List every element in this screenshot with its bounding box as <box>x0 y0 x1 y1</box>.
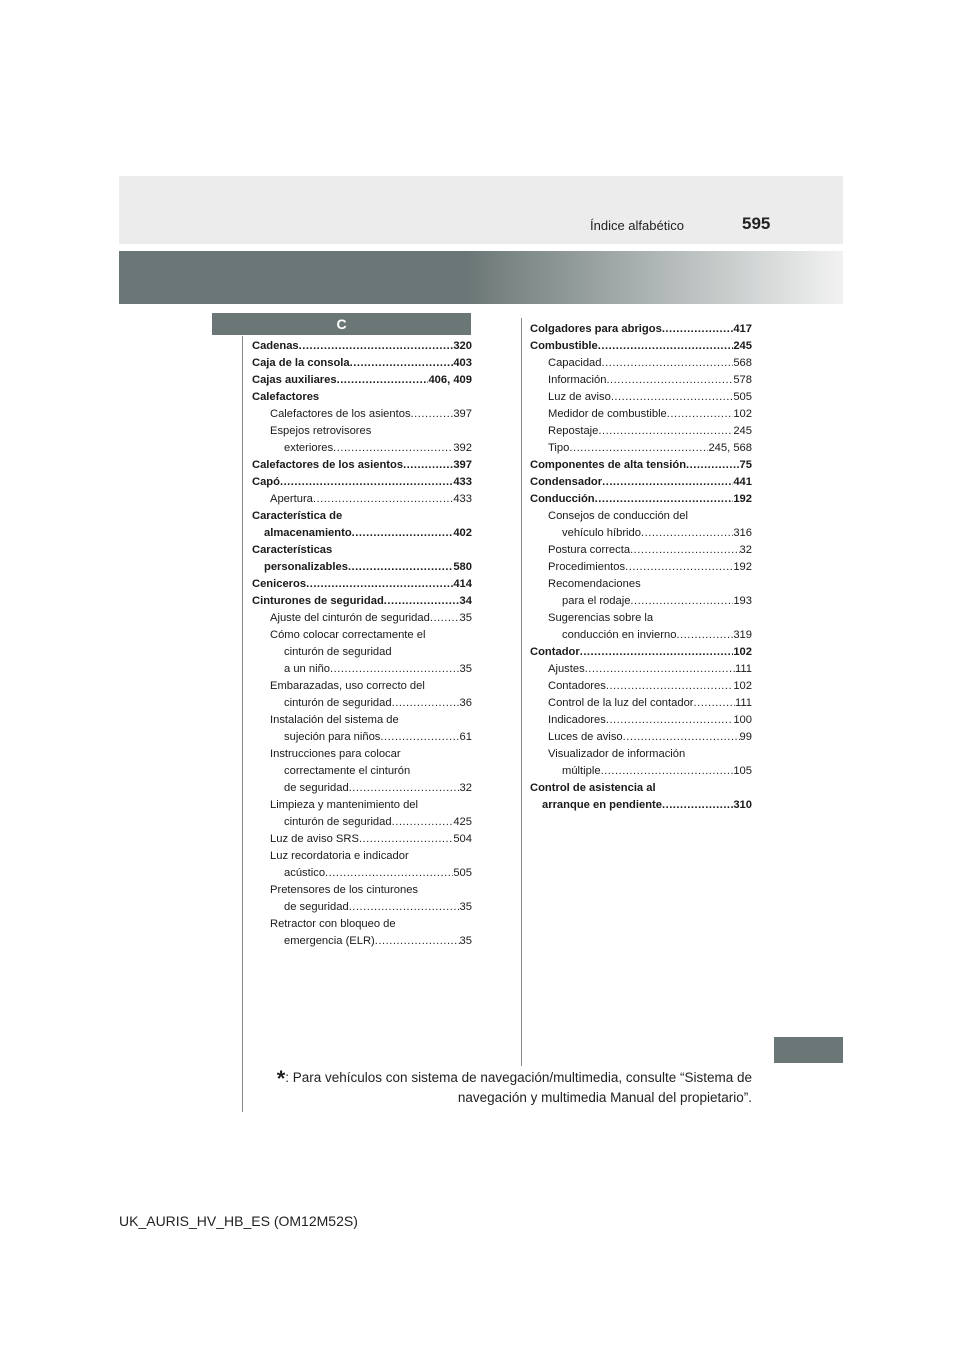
leader-dots <box>403 457 453 474</box>
chapter-side-tab <box>774 1037 843 1063</box>
leader-dots <box>602 474 733 491</box>
index-entry-label: Característica de <box>252 510 343 522</box>
index-entry <box>252 406 472 423</box>
leader-dots <box>625 559 733 576</box>
index-entry-label: Calefactores de los asientos <box>252 459 404 471</box>
leader-dots <box>330 661 460 678</box>
index-entry-label: de seguridad <box>284 782 349 794</box>
index-entry <box>530 610 752 627</box>
index-entry-label: Postura correcta <box>548 544 631 556</box>
index-entry-label: Pretensores de los cinturones <box>270 884 419 896</box>
index-entry-label: Limpieza y mantenimiento del <box>270 799 418 811</box>
leader-dots <box>411 406 454 423</box>
leader-dots <box>676 627 733 644</box>
index-entry-label: emergencia (ELR) <box>284 935 375 947</box>
index-entry-label: Sugerencias sobre la <box>548 612 654 624</box>
index-entry-label: Retractor con bloqueo de <box>270 918 396 930</box>
index-entry <box>252 780 472 797</box>
index-entry <box>530 593 752 610</box>
leader-dots <box>606 678 733 695</box>
index-entry-page: 392 <box>453 442 472 454</box>
index-entry <box>252 848 472 865</box>
index-entry <box>530 712 752 729</box>
leader-dots <box>641 525 733 542</box>
index-entry <box>530 746 752 763</box>
index-entry-page: 568 <box>733 357 752 369</box>
index-entry <box>252 627 472 644</box>
index-entry-label: para el rodaje <box>562 595 631 607</box>
index-entry <box>252 372 472 389</box>
index-entry-label: Información <box>548 374 607 386</box>
index-entry-label: Visualizador de información <box>548 748 686 760</box>
index-entry <box>252 644 472 661</box>
footnote-text: : Para vehículos con sistema de navegación/multimedia, consulte “Sistema de navegación y multimedia Manual del propietario”. <box>285 1070 752 1105</box>
index-entry <box>530 780 752 797</box>
leader-dots <box>325 865 453 882</box>
index-entry-label: Contador <box>530 646 580 658</box>
index-entry-page: 316 <box>733 527 752 539</box>
index-entry-label: Conducción <box>530 493 595 505</box>
leader-dots <box>611 389 734 406</box>
index-entry <box>252 440 472 457</box>
index-entry <box>530 457 752 474</box>
index-entry <box>252 814 472 831</box>
index-entry-label: Control de asistencia al <box>530 782 656 794</box>
index-entry-label: Recomendaciones <box>548 578 641 590</box>
index-entry-label: Consejos de conducción del <box>548 510 688 522</box>
leader-dots <box>602 355 734 372</box>
index-entry-label: Tipo <box>548 442 570 454</box>
index-entry-page: 111 <box>734 663 752 675</box>
index-entry-label: Calefactores <box>252 391 320 403</box>
leader-dots <box>686 457 740 474</box>
index-entry <box>252 593 472 610</box>
index-entry-page: 320 <box>453 340 472 352</box>
leader-dots <box>606 712 733 729</box>
index-entry <box>252 338 472 355</box>
index-entry <box>530 406 752 423</box>
index-entry-page: 433 <box>453 493 472 505</box>
index-entry <box>252 695 472 712</box>
index-entry-label: exteriores <box>284 442 334 454</box>
index-entry-label: Luz de aviso <box>548 391 611 403</box>
index-entry-page: 100 <box>733 714 752 726</box>
index-entry-label: Capacidad <box>548 357 602 369</box>
index-entry <box>252 491 472 508</box>
index-entry-label: acústico <box>284 867 326 879</box>
index-entry <box>252 916 472 933</box>
index-entry <box>530 678 752 695</box>
index-entry <box>252 831 472 848</box>
index-entry <box>252 355 472 372</box>
index-entry-page: 310 <box>733 799 752 811</box>
index-entry <box>252 678 472 695</box>
index-entry-label: Condensador <box>530 476 603 488</box>
index-entry-label: Indicadores <box>548 714 606 726</box>
index-entry-page: 105 <box>733 765 752 777</box>
leader-dots <box>348 559 453 576</box>
index-entry-page: 425 <box>453 816 472 828</box>
index-entry-label: cinturón de seguridad <box>284 646 392 658</box>
index-entry-label: Cadenas <box>252 340 299 352</box>
index-entry <box>530 508 752 525</box>
leader-dots <box>359 831 453 848</box>
index-entry <box>252 610 472 627</box>
index-entry-label: Características <box>252 544 333 556</box>
index-entry-label: Luces de aviso <box>548 731 623 743</box>
index-entry <box>252 712 472 729</box>
index-entry <box>252 763 472 780</box>
index-entry-page: 417 <box>733 323 752 335</box>
index-entry-label: Caja de la consola <box>252 357 350 369</box>
index-entry <box>530 423 752 440</box>
index-entry-label: Ajuste del cinturón de seguridad <box>270 612 430 624</box>
index-entry-page: 32 <box>459 782 472 794</box>
index-entry <box>252 797 472 814</box>
header-gradient-bar <box>119 251 843 304</box>
footnote-marker: * <box>276 1066 286 1091</box>
index-entry-label: de seguridad <box>284 901 349 913</box>
index-entry <box>252 729 472 746</box>
index-entry-page: 580 <box>453 561 472 573</box>
index-entry-page: 245 <box>733 425 752 437</box>
index-entry-label: Capó <box>252 476 280 488</box>
index-entry-label: a un niño <box>284 663 331 675</box>
index-entry-label: Luz recordatoria e indicador <box>270 850 409 862</box>
index-entry <box>530 355 752 372</box>
index-entry <box>252 525 472 542</box>
index-column-right <box>530 321 752 814</box>
index-entry-label: personalizables <box>264 561 348 573</box>
index-entry <box>252 457 472 474</box>
index-entry-label: Cajas auxiliares <box>252 374 337 386</box>
index-entry <box>530 440 752 457</box>
index-entry-page: 505 <box>453 867 472 879</box>
leader-dots <box>375 933 460 950</box>
index-entry <box>252 559 472 576</box>
index-entry <box>530 372 752 389</box>
index-entry <box>530 542 752 559</box>
leader-dots <box>392 814 454 831</box>
index-entry <box>530 763 752 780</box>
leader-dots <box>299 338 454 355</box>
leader-dots <box>694 695 735 712</box>
leader-dots <box>313 491 453 508</box>
index-entry-label: Combustible <box>530 340 598 352</box>
index-entry-label: Cinturones de seguridad <box>252 595 384 607</box>
leader-dots <box>352 525 454 542</box>
index-entry <box>252 933 472 950</box>
index-entry-label: Ceniceros <box>252 578 307 590</box>
index-entry-page: 441 <box>733 476 752 488</box>
index-entry-label: Espejos retrovisores <box>270 425 372 437</box>
index-entry <box>530 661 752 678</box>
index-column-left <box>252 338 472 950</box>
column-divider <box>521 318 522 1066</box>
index-entry <box>530 627 752 644</box>
leader-dots <box>598 423 733 440</box>
index-entry <box>252 899 472 916</box>
index-entry-page: 34 <box>459 595 472 607</box>
index-entry-label: cinturón de seguridad <box>284 697 392 709</box>
index-entry-page: 102 <box>733 680 752 692</box>
index-entry <box>252 542 472 559</box>
index-entry-page: 402 <box>453 527 472 539</box>
index-entry <box>530 559 752 576</box>
index-entry-page: 99 <box>739 731 752 743</box>
index-entry <box>252 576 472 593</box>
leader-dots <box>662 321 734 338</box>
index-entry <box>252 746 472 763</box>
index-entry-label: Contadores <box>548 680 606 692</box>
index-entry-label: arranque en pendiente <box>542 799 662 811</box>
leader-dots <box>306 576 453 593</box>
index-entry-page: 102 <box>733 646 752 658</box>
index-entry-page: 505 <box>733 391 752 403</box>
index-entry-page: 61 <box>459 731 472 743</box>
index-entry-page: 192 <box>733 493 752 505</box>
index-entry-label: Instalación del sistema de <box>270 714 399 726</box>
index-entry-label: Instrucciones para colocar <box>270 748 401 760</box>
index-entry-label: cinturón de seguridad <box>284 816 392 828</box>
header-band <box>119 176 843 244</box>
index-entry <box>530 576 752 593</box>
index-entry <box>530 729 752 746</box>
page-number: 595 <box>742 214 771 233</box>
index-entry-page: 504 <box>453 833 472 845</box>
index-entry <box>530 338 752 355</box>
index-entry <box>252 474 472 491</box>
index-entry-label: Componentes de alta tensión <box>530 459 687 471</box>
leader-dots <box>630 542 739 559</box>
index-entry-page: 35 <box>459 612 472 624</box>
index-entry-label: almacenamiento <box>264 527 352 539</box>
index-entry-label: Procedimientos <box>548 561 626 573</box>
index-entry-page: 414 <box>453 578 472 590</box>
index-entry <box>530 491 752 508</box>
leader-dots <box>333 440 453 457</box>
index-entry-page: 35 <box>459 935 472 947</box>
index-entry <box>252 423 472 440</box>
index-entry-label: vehículo híbrido <box>562 527 641 539</box>
leader-dots <box>598 338 734 355</box>
leader-dots <box>630 593 733 610</box>
index-entry-label: Colgadores para abrigos <box>530 323 662 335</box>
leader-dots <box>430 610 460 627</box>
index-entry-page: 36 <box>459 697 472 709</box>
index-entry-label: Luz de aviso SRS <box>270 833 359 845</box>
index-entry-page: 245, 568 <box>708 442 752 454</box>
index-entry-page: 406, 409 <box>428 374 472 386</box>
leader-dots <box>595 491 734 508</box>
index-entry <box>530 797 752 814</box>
section-letter-tab: C <box>212 313 471 335</box>
index-entry-label: Control de la luz del contador <box>548 697 694 709</box>
index-entry <box>252 865 472 882</box>
index-entry-label: Cómo colocar correctamente el <box>270 629 426 641</box>
index-entry-label: Embarazadas, uso correcto del <box>270 680 425 692</box>
leader-dots <box>337 372 429 389</box>
index-entry-page: 192 <box>733 561 752 573</box>
index-entry-page: 578 <box>733 374 752 386</box>
leader-dots <box>350 355 454 372</box>
index-entry-page: 193 <box>733 595 752 607</box>
leader-dots <box>280 474 453 491</box>
index-entry-page: 319 <box>733 629 752 641</box>
index-entry-page: 397 <box>453 408 472 420</box>
leader-dots <box>585 661 735 678</box>
leader-dots <box>384 593 460 610</box>
left-margin-rule <box>242 336 243 1112</box>
index-entry-page: 397 <box>453 459 472 471</box>
index-entry-page: 245 <box>733 340 752 352</box>
index-entry-label: Calefactores de los asientos <box>270 408 411 420</box>
index-entry-label: Medidor de combustible <box>548 408 667 420</box>
index-entry-page: 433 <box>453 476 472 488</box>
index-entry <box>530 525 752 542</box>
index-entry <box>252 661 472 678</box>
leader-dots <box>349 780 460 797</box>
index-entry-label: correctamente el cinturón <box>284 765 411 777</box>
index-entry-page: 111 <box>734 697 752 709</box>
index-entry-page: 32 <box>739 544 752 556</box>
leader-dots <box>667 406 734 423</box>
leader-dots <box>569 440 708 457</box>
index-entry-label: Repostaje <box>548 425 599 437</box>
leader-dots <box>606 372 733 389</box>
index-entry-label: conducción en invierno <box>562 629 677 641</box>
index-entry <box>252 882 472 899</box>
leader-dots <box>380 729 459 746</box>
leader-dots <box>662 797 733 814</box>
index-entry-label: sujeción para niños <box>284 731 381 743</box>
leader-dots <box>601 763 734 780</box>
page-title: Índice alfabético <box>590 218 684 233</box>
index-entry <box>530 321 752 338</box>
leader-dots <box>392 695 460 712</box>
index-entry-label: Ajustes <box>548 663 585 675</box>
leader-dots <box>623 729 740 746</box>
index-entry-page: 403 <box>453 357 472 369</box>
index-entry-page: 102 <box>733 408 752 420</box>
footnote <box>272 1068 752 1107</box>
index-entry <box>252 508 472 525</box>
index-entry <box>530 695 752 712</box>
index-entry-page: 35 <box>459 901 472 913</box>
index-entry-page: 35 <box>459 663 472 675</box>
index-entry <box>530 474 752 491</box>
leader-dots <box>349 899 460 916</box>
index-entry-label: Apertura <box>270 493 313 505</box>
index-entry <box>252 389 472 406</box>
index-entry <box>530 644 752 661</box>
document-id: UK_AURIS_HV_HB_ES (OM12M52S) <box>119 1213 358 1229</box>
index-entry-label: múltiple <box>562 765 601 777</box>
index-entry <box>530 389 752 406</box>
leader-dots <box>580 644 734 661</box>
index-entry-page: 75 <box>739 459 752 471</box>
